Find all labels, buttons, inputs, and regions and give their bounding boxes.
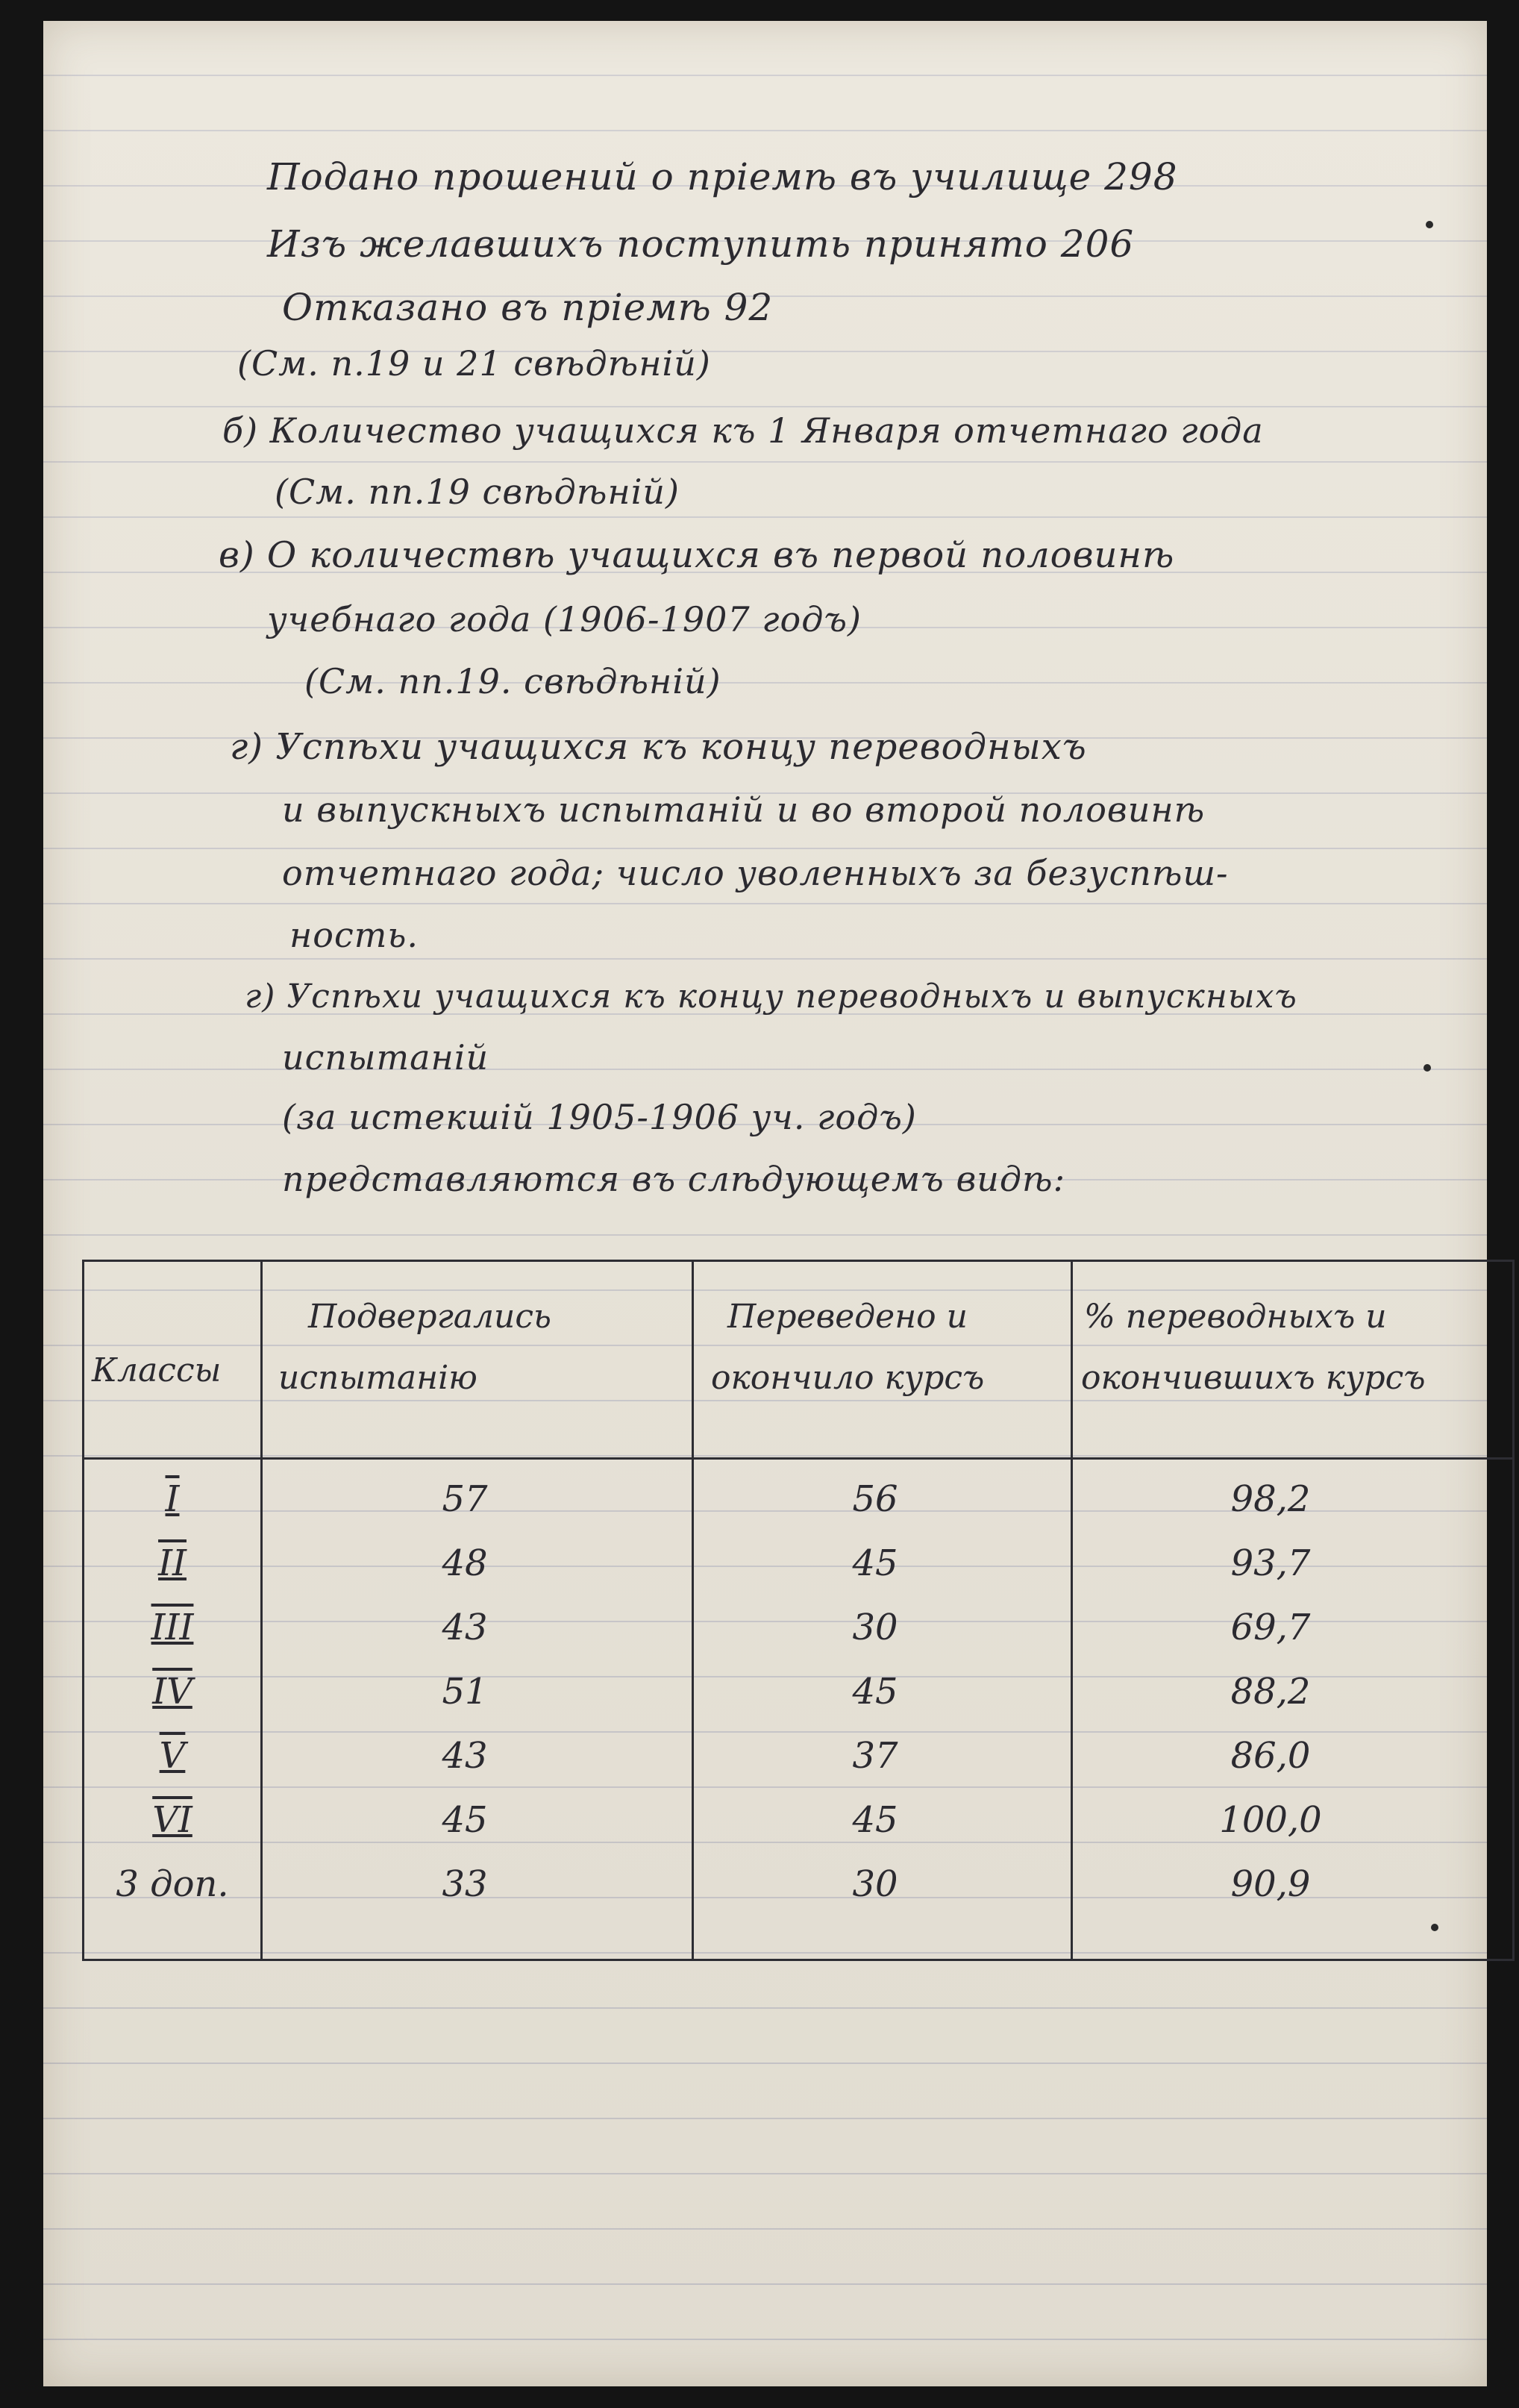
cell-percent: 86,0	[1230, 1735, 1311, 1777]
results-table	[82, 1260, 1515, 1961]
cell-tested: 57	[442, 1478, 488, 1520]
cell-class: IV	[152, 1671, 192, 1713]
punch-mark	[1426, 221, 1433, 228]
cell-tested: 45	[442, 1799, 488, 1841]
cell-class: III	[151, 1607, 194, 1648]
cell-tested: 43	[442, 1607, 488, 1648]
line-g2-exams: испытанiй	[282, 1037, 489, 1078]
header-percent-line1: % переводныхъ и	[1084, 1298, 1387, 1336]
cell-percent: 100,0	[1219, 1799, 1322, 1841]
line-ref-19-v: (См. пп.19. свѣдѣнiй)	[304, 661, 721, 701]
line-applications: Подано прошений о прiемѣ въ училище 298	[267, 155, 1178, 198]
line-refused: Отказано въ прiемѣ 92	[282, 286, 774, 329]
line-v-first-half: в) О количествѣ учащихся въ первой половинѣ	[219, 534, 1175, 576]
line-presented-as: представляются въ слѣдующемъ видѣ:	[282, 1159, 1066, 1199]
cell-class: 3 доп.	[116, 1863, 229, 1905]
cell-percent: 88,2	[1230, 1671, 1311, 1713]
cell-class: VI	[152, 1799, 192, 1841]
document-page	[43, 21, 1487, 2386]
header-classes: Классы	[92, 1351, 222, 1389]
cell-class: II	[158, 1542, 187, 1584]
cell-passed: 56	[852, 1478, 898, 1520]
cell-tested: 51	[442, 1671, 488, 1713]
punch-mark	[1424, 1064, 1431, 1072]
table-divider	[260, 1262, 263, 1959]
line-ref-19-b: (См. пп.19 свѣдѣнiй)	[275, 472, 680, 512]
cell-passed: 30	[852, 1863, 898, 1905]
line-ref-19-21: (См. п.19 и 21 свѣдѣнiй)	[237, 343, 711, 384]
table-divider	[692, 1262, 694, 1959]
cell-passed: 45	[852, 1671, 898, 1713]
table-header-divider	[84, 1457, 1512, 1460]
header-tested-line2: испытанiю	[278, 1359, 477, 1397]
cell-tested: 48	[442, 1542, 488, 1584]
line-g-dismissed: отчетнаго года; число уволенныхъ за безуспѣш-	[282, 853, 1229, 893]
line-accepted: Изъ желавшихъ поступить принято 206	[267, 222, 1135, 266]
cell-passed: 37	[852, 1735, 898, 1777]
line-b-count-january: б) Количество учащихся къ 1 Января отчетнаго года	[222, 410, 1264, 451]
cell-percent: 93,7	[1230, 1542, 1311, 1584]
cell-passed: 30	[852, 1607, 898, 1648]
line-g-exams: и выпускныхъ испытанiй и во второй половинѣ	[282, 789, 1206, 830]
line-g2-success: г) Успѣхи учащихся къ концу переводныхъ и выпускныхъ	[245, 978, 1297, 1016]
cell-tested: 33	[442, 1863, 488, 1905]
cell-tested: 43	[442, 1735, 488, 1777]
cell-percent: 98,2	[1230, 1478, 1311, 1520]
header-tested-line1: Подвергались	[308, 1298, 551, 1336]
header-passed-line2: окончило курсъ	[711, 1359, 985, 1397]
cell-class: V	[159, 1735, 186, 1777]
table-divider	[1071, 1262, 1073, 1959]
punch-mark	[1431, 1924, 1438, 1931]
cell-class: I	[165, 1478, 180, 1520]
cell-passed: 45	[852, 1542, 898, 1584]
cell-percent: 69,7	[1230, 1607, 1311, 1648]
cell-passed: 45	[852, 1799, 898, 1841]
header-passed-line1: Переведено и	[727, 1298, 968, 1336]
header-percent-line2: окончившихъ курсъ	[1081, 1359, 1426, 1397]
line-g-success: г) Успѣхи учащихся къ концу переводныхъ	[230, 726, 1087, 768]
line-year-1905-1906: (за истекшiй 1905-1906 уч. годъ)	[282, 1097, 917, 1137]
cell-percent: 90,9	[1230, 1863, 1311, 1905]
line-g-end: ность.	[289, 915, 419, 955]
line-school-year: учебнаго года (1906-1907 годъ)	[267, 599, 862, 639]
